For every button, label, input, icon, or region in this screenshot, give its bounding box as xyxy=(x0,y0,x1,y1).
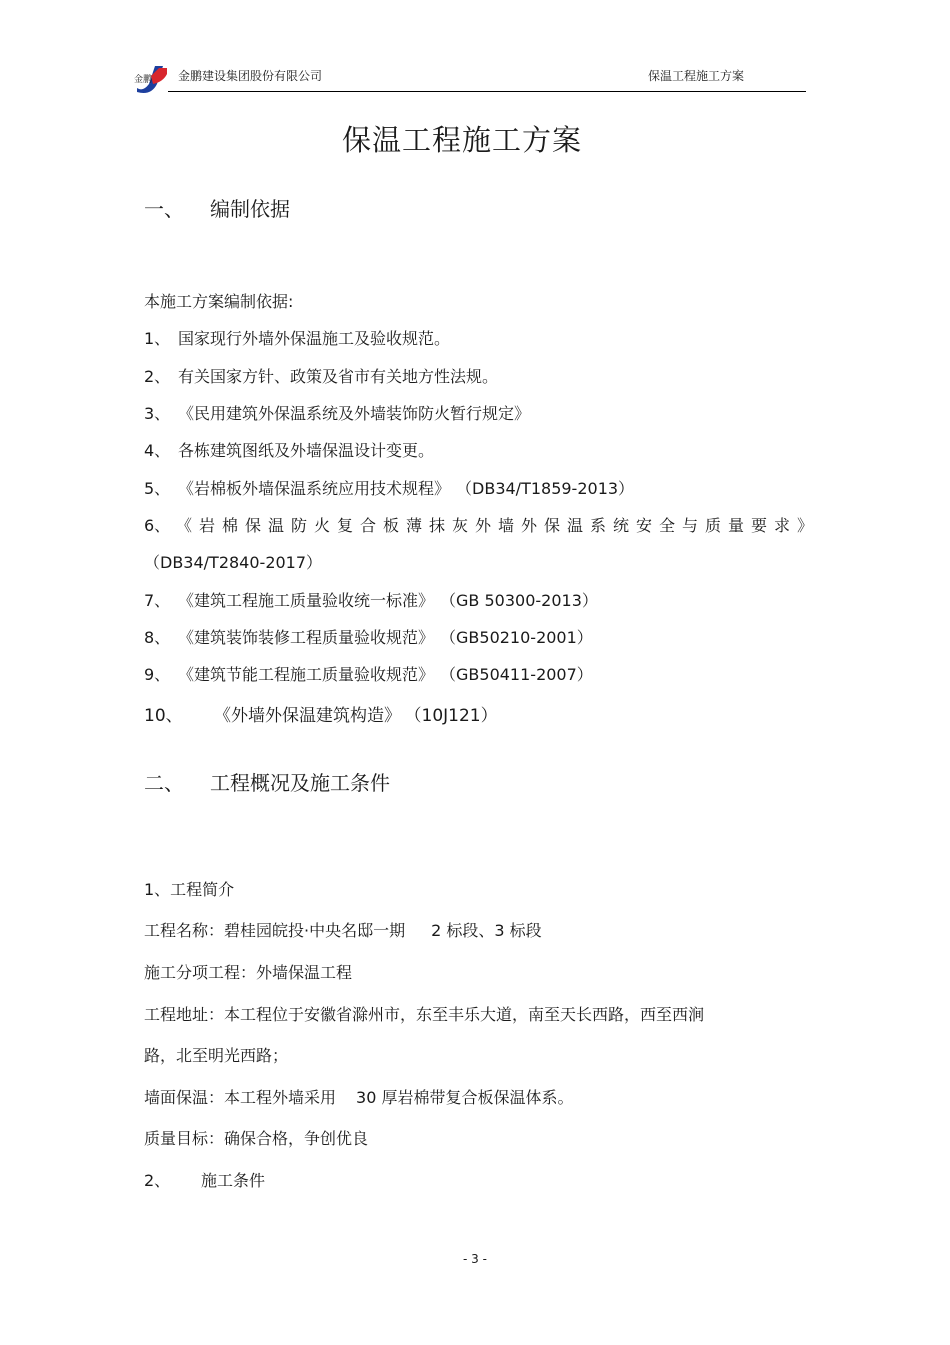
project-address-continuation: 路，北至明光西路； xyxy=(144,1046,289,1065)
page-title: 保温工程施工方案 xyxy=(341,123,582,157)
project-address: 工程地址：本工程位于安徽省滁州市，东至丰乐大道，南至天长西路，西至西涧 xyxy=(144,1005,705,1024)
list-item: 7、 《建筑工程施工质量验收统一标准》 （GB 50300-2013） xyxy=(144,591,598,610)
list-item: 3、 《民用建筑外保温系统及外墙装饰防火暂行规定》 xyxy=(144,404,531,423)
list-item: 10、 《外墙外保温建筑构造》 （10J121） xyxy=(144,706,498,726)
section-1-number: 一、 xyxy=(144,197,184,221)
list-item-continuation: （DB34/T2840-2017） xyxy=(144,553,323,572)
list-item: 4、 各栋建筑图纸及外墙保温设计变更。 xyxy=(144,441,435,460)
section-1-intro: 本施工方案编制依据: xyxy=(144,292,294,311)
list-item: 8、 《建筑装饰装修工程质量验收规范》 （GB50210-2001） xyxy=(144,628,593,647)
header-document-name: 保温工程施工方案 xyxy=(648,69,745,83)
list-item: 1、 国家现行外墙外保温施工及验收规范。 xyxy=(144,329,451,348)
company-logo xyxy=(133,62,169,96)
section-2-number: 二、 xyxy=(144,771,184,795)
subsection-2-heading: 2、 施工条件 xyxy=(144,1171,266,1190)
section-2-heading xyxy=(144,767,390,796)
section-2-title: 工程概况及施工条件 xyxy=(210,771,390,795)
section-1-heading xyxy=(144,193,290,222)
list-item: 6、 《岩棉保温防火复合板薄抹灰外墙外保温系统安全与质量要求》 xyxy=(144,516,821,535)
project-name: 工程名称：碧桂园皖投·中央名邸一期 2 标段、3 标段 xyxy=(144,921,542,940)
header-divider xyxy=(168,91,806,92)
wall-insulation: 墙面保温：本工程外墙采用 30 厚岩棉带复合板保温体系。 xyxy=(144,1088,574,1107)
header-company-name: 金鹏建设集团股份有限公司 xyxy=(178,69,323,83)
quality-target: 质量目标：确保合格，争创优良 xyxy=(144,1129,369,1148)
list-item: 2、 有关国家方针、政策及省市有关地方性法规。 xyxy=(144,367,499,386)
section-1-title: 编制依据 xyxy=(210,197,290,221)
list-item: 9、 《建筑节能工程施工质量验收规范》 （GB50411-2007） xyxy=(144,665,593,684)
logo-text: 金鹏 xyxy=(134,75,153,85)
subsection-1-heading: 1、工程简介 xyxy=(144,880,235,899)
list-item: 5、 《岩棉板外墙保温系统应用技术规程》 （DB34/T1859-2013） xyxy=(144,479,635,498)
sub-project: 施工分项工程：外墙保温工程 xyxy=(144,963,353,982)
page-number: - 3 - xyxy=(463,1252,487,1266)
